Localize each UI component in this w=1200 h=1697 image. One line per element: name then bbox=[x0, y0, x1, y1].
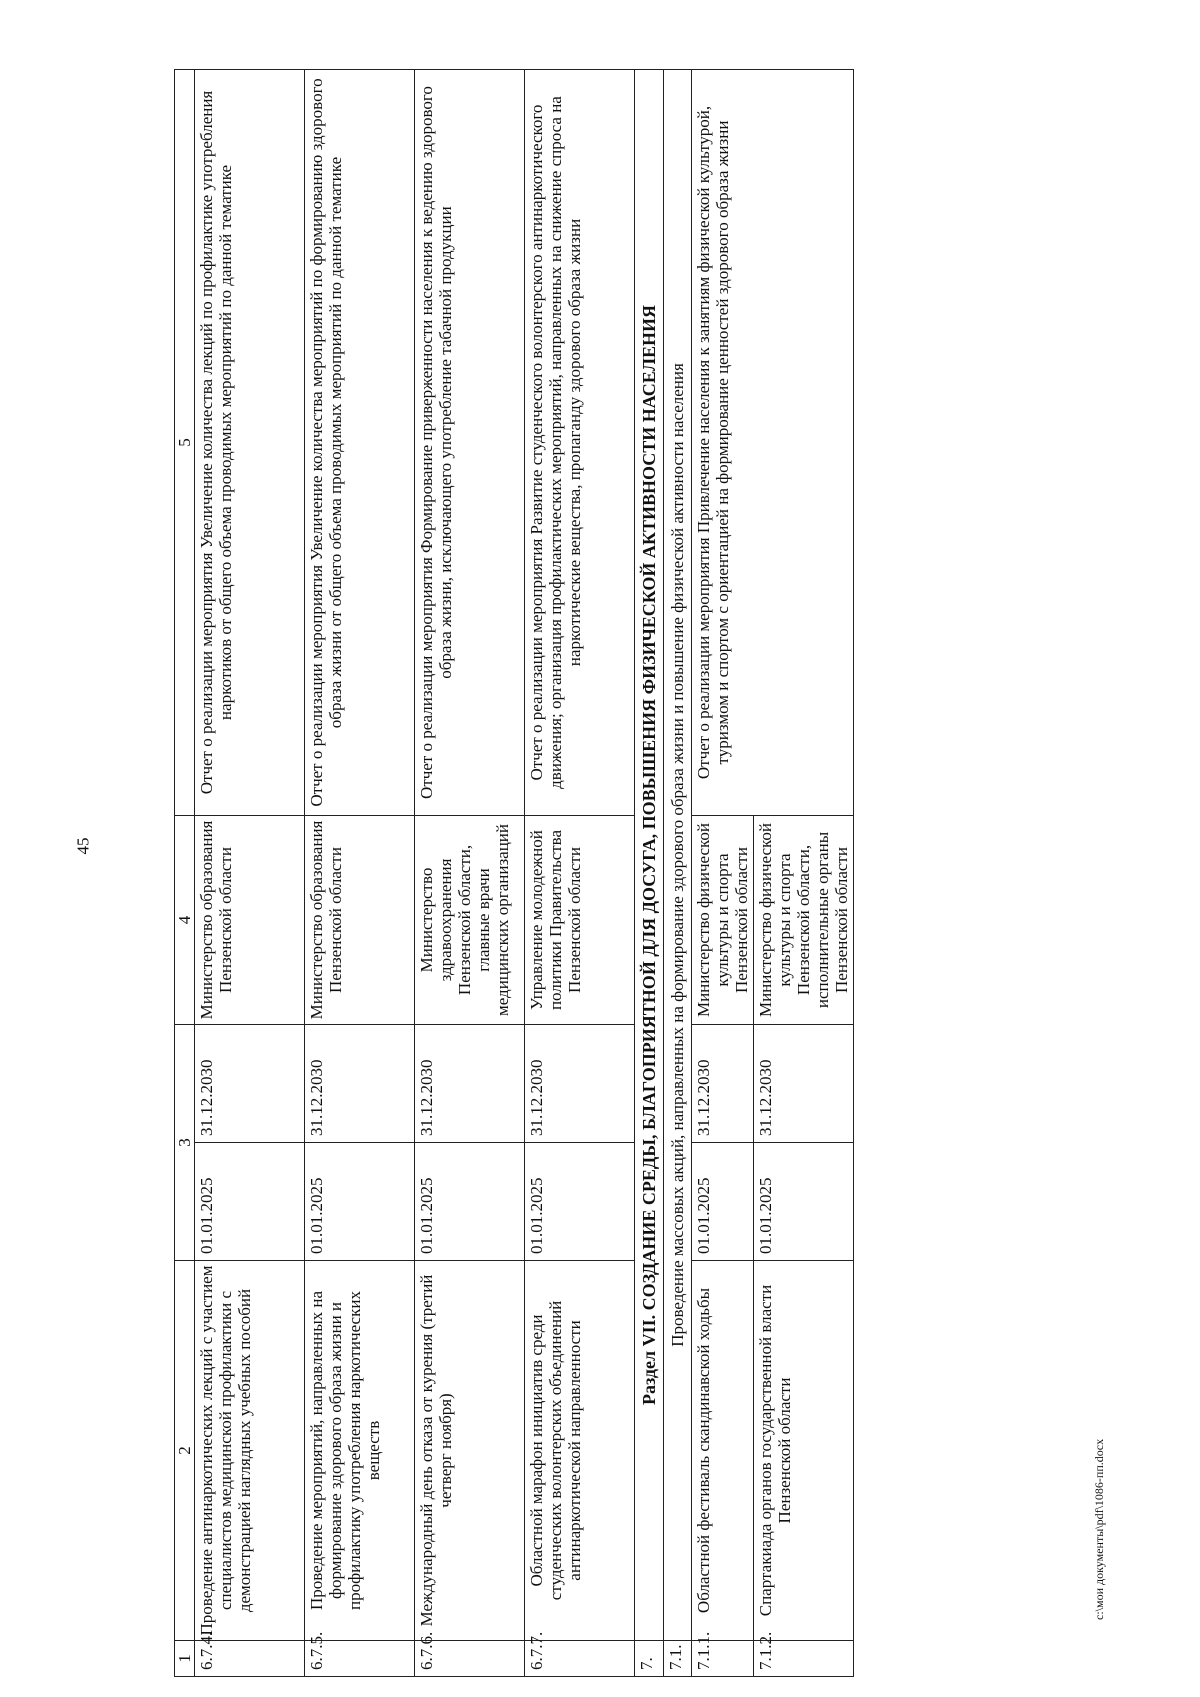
table-row bbox=[195, 70, 305, 1677]
event-name: Областной фестиваль скандинавской ходьбы bbox=[692, 1261, 754, 1641]
executor: Управление молодежной политики Правительства Пензенской области bbox=[525, 816, 635, 1025]
table-row bbox=[305, 70, 415, 1677]
executor: Министерство образования Пензенской области bbox=[305, 816, 415, 1025]
table-row bbox=[415, 70, 525, 1677]
section-number: 7. bbox=[635, 1641, 664, 1677]
subsection-title: Проведение массовых акций, направленных на формирование здорового образа жизни и повышение физической активности населения bbox=[664, 70, 692, 1641]
header-col-2: 2 bbox=[175, 1261, 195, 1641]
header-col-4: 4 bbox=[175, 816, 195, 1025]
page-number: 45 bbox=[73, 837, 93, 855]
footer-file-path: c:\мои документы\pdf\1086-пп.docx bbox=[1092, 1438, 1106, 1620]
subsection-row bbox=[664, 70, 692, 1677]
start-date: 01.01.2025 bbox=[692, 1143, 754, 1261]
event-name: Проведение антинаркотических лекций с участием специалистов медицинской профилактики с демонстрацией наглядных учебных пособий bbox=[195, 1261, 305, 1641]
executor: Министерство образования Пензенской области bbox=[195, 816, 305, 1025]
row-number: 6.7.6. bbox=[415, 1641, 525, 1677]
header-row bbox=[175, 70, 195, 1677]
event-name: Спартакиада органов государственной власти Пензенской области bbox=[754, 1261, 854, 1641]
row-number: 7.1.2. bbox=[754, 1641, 854, 1677]
row-number: 6.7.4. bbox=[195, 1641, 305, 1677]
row-number: 6.7.7. bbox=[525, 1641, 635, 1677]
expected-result: Отчет о реализации мероприятия Развитие студенческого волонтерского антинаркотического движения; организация профилактических мероприятий, направленных на снижение спроса на наркотические вещества, пропаганду здорового образа жизни bbox=[525, 70, 635, 816]
start-date: 01.01.2025 bbox=[754, 1143, 854, 1261]
executor: Министерство физической культуры и спорта Пензенской области, исполнительные органы Пензенской области bbox=[754, 816, 854, 1025]
event-name: Проведение мероприятий, направленных на формирование здорового образа жизни и профилактику употребления наркотических веществ bbox=[305, 1261, 415, 1641]
table-row bbox=[525, 70, 635, 1677]
row-number: 6.7.5. bbox=[305, 1641, 415, 1677]
program-table-frame bbox=[174, 70, 1198, 1677]
end-date: 31.12.2030 bbox=[195, 1025, 305, 1143]
row-number: 7.1.1. bbox=[692, 1641, 754, 1677]
section-title: Раздел VII. СОЗДАНИЕ СРЕДЫ, БЛАГОПРИЯТНОЙ ДЛЯ ДОСУГА, ПОВЫШЕНИЯ ФИЗИЧЕСКОЙ АКТИВНОСТИ НАСЕЛЕНИЯ bbox=[635, 70, 664, 1641]
end-date: 31.12.2030 bbox=[754, 1025, 854, 1143]
header-col-1: 1 bbox=[175, 1641, 195, 1677]
end-date: 31.12.2030 bbox=[692, 1025, 754, 1143]
start-date: 01.01.2025 bbox=[525, 1143, 635, 1261]
subsection-number: 7.1. bbox=[664, 1641, 692, 1677]
executor: Министерство физической культуры и спорта Пензенской области bbox=[692, 816, 754, 1025]
end-date: 31.12.2030 bbox=[525, 1025, 635, 1143]
event-name: Международный день отказа от курения (третий четверг ноября) bbox=[415, 1261, 525, 1641]
section-row bbox=[635, 70, 664, 1677]
event-name: Областной марафон инициатив среди студенческих волонтерских объединений антинаркотической направленности bbox=[525, 1261, 635, 1641]
header-col-3: 3 bbox=[175, 1025, 195, 1261]
start-date: 01.01.2025 bbox=[305, 1143, 415, 1261]
expected-result: Отчет о реализации мероприятия Увеличение количества мероприятий по формированию здорового образа жизни от общего объема проводимых мероприятий по данной тематике bbox=[305, 70, 415, 816]
expected-result: Отчет о реализации мероприятия Формирование приверженности населения к ведению здорового образа жизни, исключающего употребление табачной продукции bbox=[415, 70, 525, 816]
header-col-5: 5 bbox=[175, 70, 195, 816]
end-date: 31.12.2030 bbox=[305, 1025, 415, 1143]
table-row bbox=[692, 70, 754, 1677]
end-date: 31.12.2030 bbox=[415, 1025, 525, 1143]
expected-result: Отчет о реализации мероприятия Привлечение населения к занятиям физической культурой, туризмом и спортом с ориентацией на формирование ценностей здорового образа жизни bbox=[692, 70, 854, 816]
start-date: 01.01.2025 bbox=[195, 1143, 305, 1261]
program-table bbox=[174, 69, 854, 1677]
expected-result: Отчет о реализации мероприятия Увеличение количества лекций по профилактике употребления наркотиков от общего объема проводимых мероприятий по данной тематике bbox=[195, 70, 305, 816]
executor: Министерство здравоохранения Пензенской области, главные врачи медицинских организаций bbox=[415, 816, 525, 1025]
start-date: 01.01.2025 bbox=[415, 1143, 525, 1261]
